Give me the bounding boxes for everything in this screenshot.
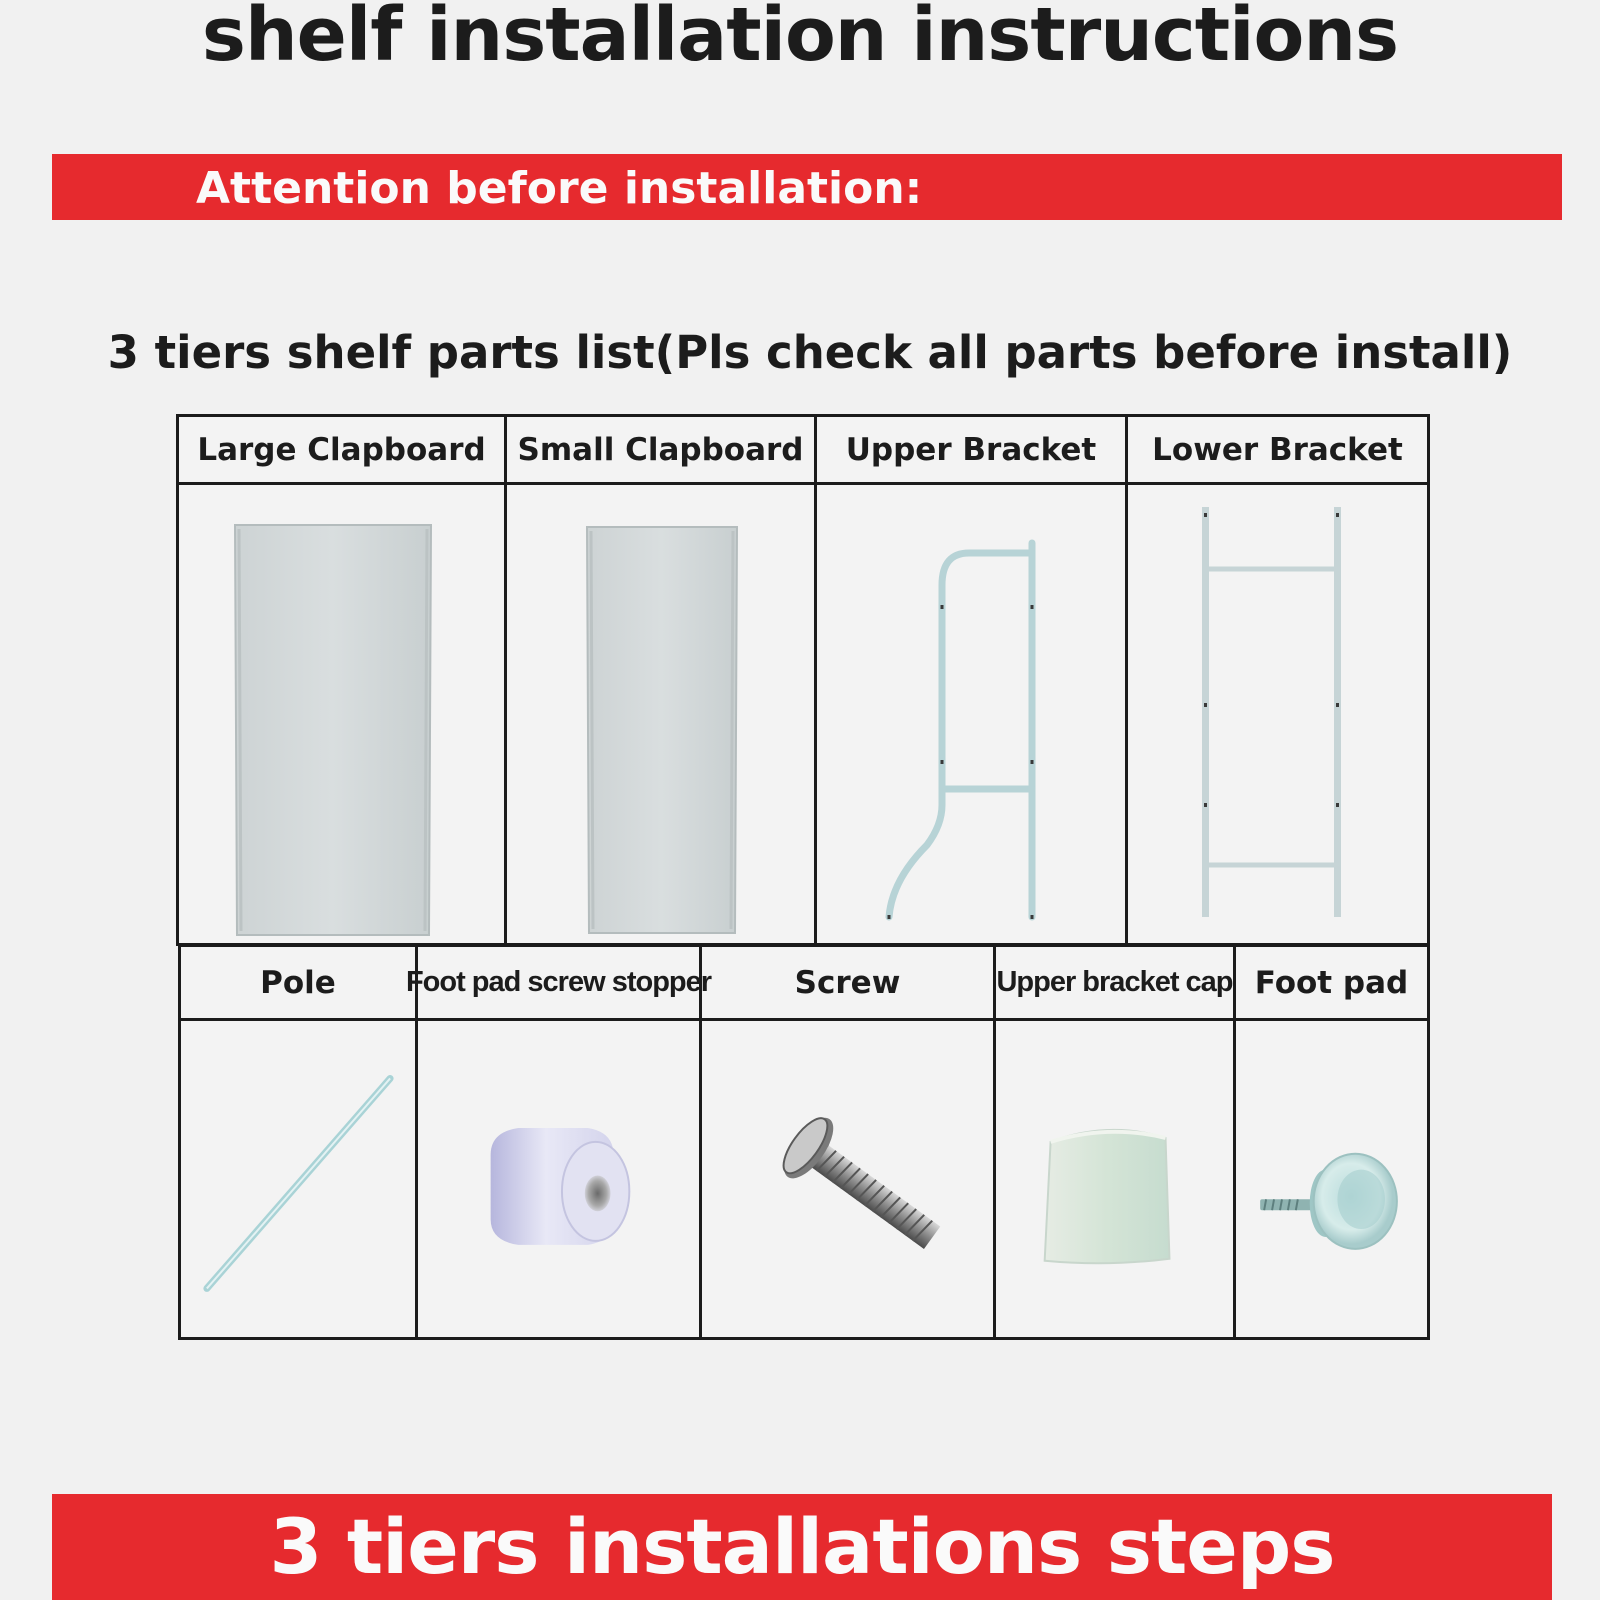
pole-icon [181,1021,415,1337]
bracket-cap-icon [996,1021,1233,1337]
part-label: Foot pad [1236,947,1427,1021]
part-cell-upper-bracket-cap [996,947,1236,1337]
part-label: Large Clapboard [179,417,504,485]
part-cell-screw [702,947,996,1337]
attention-banner-text: Attention before installation: [196,163,923,214]
part-label: Pole [181,947,415,1021]
small-clapboard-icon [507,485,814,943]
part-cell-foot-pad-screw-stopper [405,947,712,1337]
part-cell-large-clapboard [179,417,507,943]
part-cell-small-clapboard [507,417,817,943]
part-label: Screw [702,947,993,1021]
foot-pad-icon [1236,1021,1427,1337]
screw-stopper-icon [418,1021,699,1337]
part-label: Small Clapboard [507,417,814,485]
part-cell-upper-bracket [817,417,1128,943]
part-label: Upper bracket cap [996,947,1233,1021]
page-title: shelf installation instructions [201,0,1399,78]
steps-banner-text: 3 tiers installations steps [269,1502,1335,1591]
part-label: Upper Bracket [817,417,1125,485]
steps-banner [52,1494,1552,1600]
part-label: Lower Bracket [1128,417,1427,485]
parts-table-top-row [176,414,1430,946]
part-label: Foot pad screw stopper [418,947,699,1021]
part-cell-foot-pad [1236,947,1427,1337]
attention-banner [52,154,1562,220]
parts-table-bottom-row [178,944,1430,1340]
upper-bracket-icon [817,485,1125,943]
part-cell-lower-bracket [1128,417,1427,943]
parts-list-title: 3 tiers shelf parts list(Pls check all parts before install) [107,326,1513,379]
lower-bracket-icon [1128,485,1427,943]
large-clapboard-icon [179,485,504,943]
screw-icon [702,1021,993,1337]
part-cell-pole [181,947,418,1337]
